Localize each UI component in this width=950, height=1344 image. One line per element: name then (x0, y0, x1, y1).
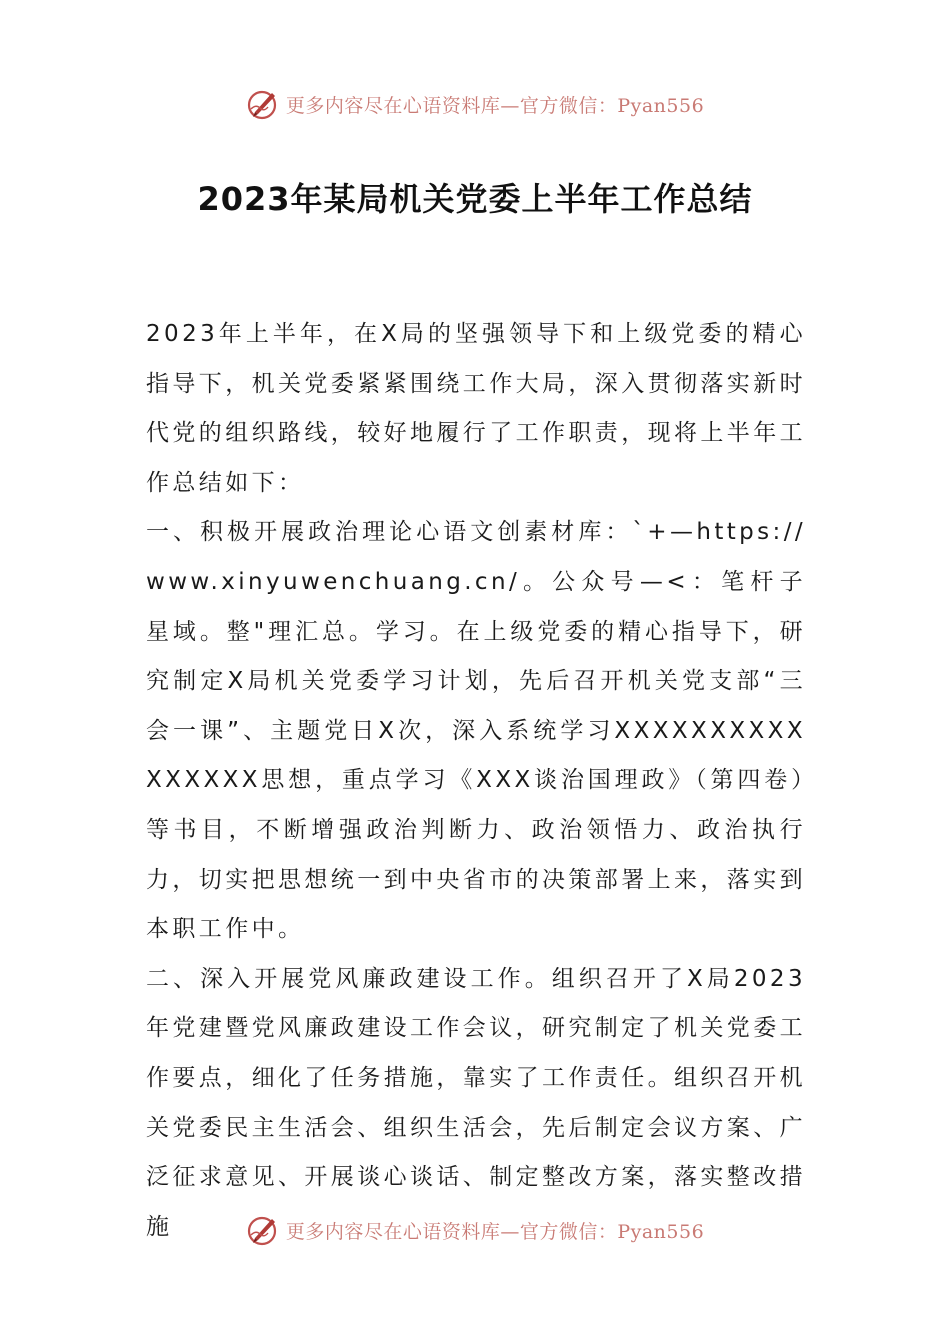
footer-watermark-text: 更多内容尽在心语资料库—官方微信：Pyan556 (285, 1220, 705, 1243)
section-one-paragraph: www.xinyuwenchuang.cn/。公众号—<：笔杆子星域。整"理汇总。学习。在上级党委的精心指导下，研究制定X局机关党委学习计划，先后召开机关党支部“三会一课”、主题党日X次，深入系统学习XXXXXXXXXXXXXXXX思想，重点学习《XXX谈治国理政》（第四卷）等书目，不断增强政治判断力、政治领悟力、政治执行力，切实把思想统一到中央省市的决策部署上来，落实到本职工作中。 (146, 568, 806, 943)
header-watermark-banner (0, 84, 950, 124)
section-one-heading-line: 一、积极开展政治理论心语文创素材库：`+—https:// (146, 519, 806, 546)
intro-paragraph: 2023年上半年，在X局的坚强领导下和上级党委的精心指导下，机关党委紧紧围绕工作大局，深入贯彻落实新时代党的组织路线，较好地履行了工作职责，现将上半年工作总结如下： (146, 321, 806, 496)
document-title: 2023年某局机关党委上半年工作总结 (197, 180, 753, 218)
document-body (146, 310, 806, 1252)
pen-logo-icon (246, 1213, 280, 1247)
section-two-paragraph: 二、深入开展党风廉政建设工作。组织召开了X局2023年党建暨党风廉政建设工作会议，研究制定了机关党委工作要点，细化了任务措施，靠实了工作责任。组织召开机关党委民主生活会、组织生活会，先后制定会议方案、广泛征求意见、开展谈心谈话、制定整改方案，落实整改措施 (146, 965, 806, 1240)
footer-watermark-banner (0, 1210, 950, 1250)
pen-logo-icon (246, 87, 280, 121)
header-watermark-text: 更多内容尽在心语资料库—官方微信：Pyan556 (285, 94, 705, 117)
